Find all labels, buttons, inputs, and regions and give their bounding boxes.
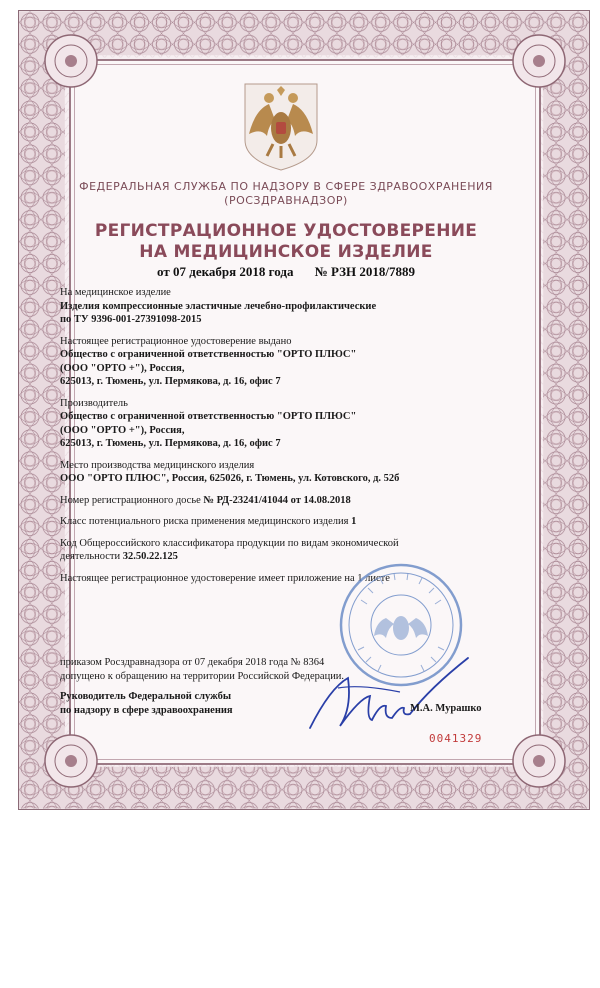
- order-line-2: допущено к обращению на территории Российской Федерации.: [60, 670, 345, 682]
- corner-ornament-top-left: [39, 29, 103, 93]
- manufacturer-line-2: (ООО "ОРТО +"), Россия,: [60, 424, 185, 436]
- order-line-1: приказом Росздравнадзора от 07 декабря 2018 года № 8364: [60, 657, 325, 668]
- risk-class-value: 1: [351, 516, 357, 527]
- issue-date: от 07 декабря 2018 года: [157, 264, 294, 279]
- device-section: [60, 286, 480, 327]
- device-value-line-2: по ТУ 9396-001-27391098-2015: [60, 314, 202, 325]
- device-label: На медицинское изделие: [60, 287, 171, 298]
- okp-label-line-1: Код Общероссийского классификатора продукции по видам экономической: [60, 537, 399, 549]
- holder-line-1: Общество с ограниченной ответственностью "ОРТО ПЛЮС": [60, 349, 357, 360]
- holder-section: [60, 335, 480, 389]
- production-site-section: [60, 459, 480, 486]
- serial-number: 0041329: [429, 732, 483, 745]
- holder-label: Настоящее регистрационное удостоверение выдано: [60, 335, 292, 347]
- document-title-line-2: НА МЕДИЦИНСКОЕ ИЗДЕЛИЕ: [139, 242, 433, 262]
- production-site-value: ООО "ОРТО ПЛЮС", Россия, 625026, г. Тюмень, ул. Котовского, д. 52б: [60, 473, 400, 484]
- issue-date-line: [40, 264, 532, 280]
- manufacturer-label: Производитель: [60, 397, 128, 409]
- signer-name: М.А. Мурашко: [410, 703, 482, 714]
- registration-number: № РЗН 2018/7889: [314, 264, 415, 279]
- document-title-line-1: РЕГИСТРАЦИОННОЕ УДОСТОВЕРЕНИЕ: [94, 221, 478, 241]
- manufacturer-section: [60, 397, 480, 451]
- holder-line-3: 625013, г. Тюмень, ул. Пермякова, д. 16, офис 7: [60, 376, 281, 387]
- holder-line-2: (ООО "ОРТО +"), Россия,: [60, 362, 185, 374]
- dossier-section: [60, 494, 480, 508]
- risk-class-label: Класс потенциального риска применения медицинского изделия: [60, 516, 349, 527]
- signatory-title-line-1: Руководитель Федеральной службы: [60, 691, 232, 702]
- device-value-line-1: Изделия компрессионные эластичные лечебно-профилактические: [60, 300, 377, 312]
- dossier-value: № РД-23241/41044 от 14.08.2018: [203, 494, 351, 506]
- agency-abbreviation: (РОСЗДРАВНАДЗОР): [224, 194, 348, 207]
- signatory-title-line-2: по надзору в сфере здравоохранения: [60, 704, 233, 716]
- corner-ornament-top-right: [507, 29, 571, 93]
- manufacturer-line-1: Общество с ограниченной ответственностью "ОРТО ПЛЮС": [60, 411, 357, 422]
- corner-ornament-bottom-right: [507, 729, 571, 793]
- certificate-body: [60, 286, 480, 593]
- dossier-label: Номер регистрационного досье: [60, 494, 201, 506]
- appendix-text: Настоящее регистрационное удостоверение имеет приложение на 1 листе: [60, 572, 390, 584]
- production-site-label: Место производства медицинского изделия: [60, 459, 255, 471]
- okp-value: 32.50.22.125: [122, 551, 178, 562]
- okp-label-line-2: деятельности: [60, 551, 121, 562]
- risk-class-section: [60, 515, 480, 529]
- handwritten-signature: [300, 648, 480, 738]
- manufacturer-line-3: 625013, г. Тюмень, ул. Пермякова, д. 16, офис 7: [60, 438, 281, 449]
- signatory-title: [60, 690, 320, 717]
- coat-of-arms-emblem: [239, 80, 323, 172]
- agency-name: ФЕДЕРАЛЬНАЯ СЛУЖБА ПО НАДЗОРУ В СФЕРЕ ЗДРАВООХРАНЕНИЯ: [79, 180, 493, 193]
- corner-ornament-bottom-left: [39, 729, 103, 793]
